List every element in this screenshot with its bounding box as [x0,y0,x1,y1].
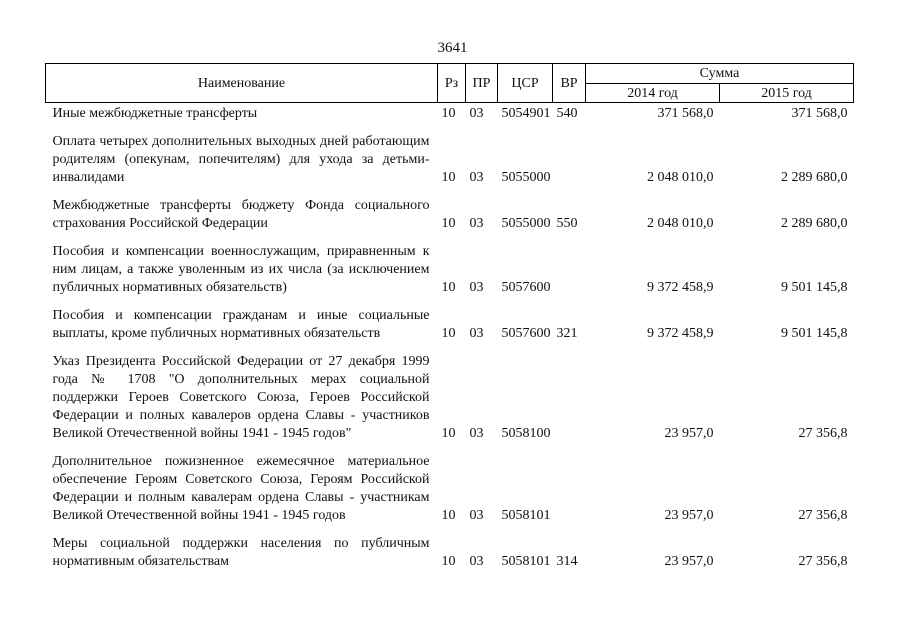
row-amount-2015: 9 501 145,8 [781,280,848,295]
header-csr: ЦСР [498,64,553,103]
row-amount-2014: 23 957,0 [664,554,714,569]
header-year-2014: 2014 год [586,84,720,103]
row-amount-2015: 371 568,0 [791,106,848,121]
table-row [46,195,854,233]
table-row [46,351,854,443]
header-rz: Рз [438,64,466,103]
row-pr: 03 [469,426,484,441]
row-amount-2014: 2 048 010,0 [647,170,714,185]
row-rz: 10 [441,170,456,185]
table-row [46,451,854,525]
row-amount-2014: 2 048 010,0 [647,216,714,231]
header-sum: Сумма [586,64,854,84]
row-csr: 5058101 [501,508,551,523]
header-vr: ВР [553,64,586,103]
row-pr: 03 [469,280,484,295]
row-amount-2015: 2 289 680,0 [781,216,848,231]
row-amount-2015: 2 289 680,0 [781,170,848,185]
row-name: Меры социальной поддержки населения по публичным нормативным обязательствам [52,536,430,569]
row-pr: 03 [469,554,484,569]
row-csr: 5054901 [501,106,551,121]
row-pr: 03 [469,170,484,185]
row-amount-2014: 9 372 458,9 [647,280,714,295]
row-vr [553,241,586,297]
table-row [46,103,854,124]
budget-table [45,63,854,571]
row-csr: 5057600 [501,280,551,295]
row-pr: 03 [469,326,484,341]
row-amount-2014: 371 568,0 [657,106,714,121]
row-vr [553,351,586,443]
header-year-2015: 2015 год [720,84,854,103]
row-rz: 10 [441,216,456,231]
row-rz: 10 [441,508,456,523]
row-vr: 321 [556,326,578,341]
table-header [46,64,854,103]
row-name: Межбюджетные трансферты бюджету Фонда социального страхования Российской Федерации [52,198,430,231]
row-amount-2015: 9 501 145,8 [781,326,848,341]
row-rz: 10 [441,426,456,441]
row-name: Иные межбюджетные трансферты [52,106,258,121]
row-pr: 03 [469,216,484,231]
row-pr: 03 [469,508,484,523]
row-vr: 540 [556,106,578,121]
row-amount-2015: 27 356,8 [798,554,848,569]
row-csr: 5058101 [501,554,551,569]
table-row [46,305,854,343]
table-row [46,241,854,297]
row-amount-2014: 9 372 458,9 [647,326,714,341]
table-row [46,131,854,187]
row-rz: 10 [441,280,456,295]
row-vr [553,451,586,525]
row-amount-2015: 27 356,8 [798,508,848,523]
page-number: 3641 [437,40,468,56]
row-name: Дополнительное пожизненное ежемесячное материальное обеспечение Героям Советского Союза, Героям Российской Федерации и полным кавалерам ордена Славы - участникам Великой Отечественной войны 1941 - 1945 годов [52,454,430,523]
row-vr [553,131,586,187]
header-name: Наименование [46,64,438,103]
row-name: Пособия и компенсации гражданам и иные социальные выплаты, кроме публичных нормативных обязательств [52,308,430,341]
row-pr: 03 [469,106,484,121]
table-row [46,533,854,571]
row-csr: 5055000 [501,170,551,185]
row-csr: 5057600 [501,326,551,341]
row-name: Оплата четырех дополнительных выходных дней работающим родителям (опекунам, попечителям) для ухода за детьми-инвалидами [52,134,430,185]
row-amount-2014: 23 957,0 [664,508,714,523]
row-name: Пособия и компенсации военнослужащим, приравненным к ним лицам, а также уволенным из их числа (за исключением публичных нормативных обязательств) [52,244,430,295]
row-amount-2015: 27 356,8 [798,426,848,441]
row-name: Указ Президента Российской Федерации от 27 декабря 1999 года № 1708 "О дополнительных мерах социальной поддержки Героев Советского Союза, Героев Российской Федерации и полных кавалеров ордена Славы - участников Великой Отечественной войны 1941 - 1945 годов" [52,354,430,441]
row-rz: 10 [441,326,456,341]
row-rz: 10 [441,106,456,121]
row-vr: 550 [556,216,578,231]
row-rz: 10 [441,554,456,569]
row-vr: 314 [556,554,578,569]
row-csr: 5055000 [501,216,551,231]
row-amount-2014: 23 957,0 [664,426,714,441]
header-pr: ПР [466,64,498,103]
row-csr: 5058100 [501,426,551,441]
table-body [46,103,854,572]
